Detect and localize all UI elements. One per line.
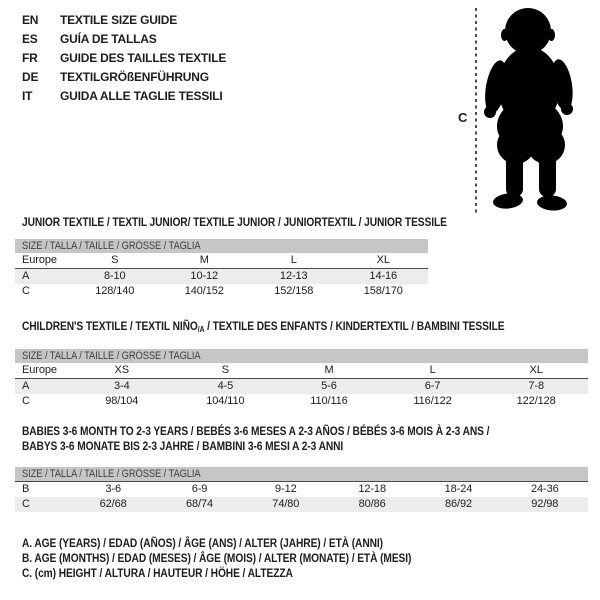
language-row bbox=[22, 30, 226, 49]
row-label: C bbox=[22, 285, 30, 297]
table-cell: 9-12 bbox=[275, 483, 297, 495]
table-cell: 152/158 bbox=[274, 285, 314, 297]
row-label: Europe bbox=[22, 364, 57, 376]
table-cell: 122/128 bbox=[516, 395, 556, 407]
section-title-line: BABIES 3-6 MONTH TO 2-3 YEARS / BEBÉS 3-6 MESES A 2-3 AÑOS / BÉBÉS 3-6 MOIS À 2-3 ANS / bbox=[22, 424, 490, 438]
section-babies bbox=[15, 424, 588, 512]
table-cell: M bbox=[324, 364, 334, 376]
table-cell: 80/86 bbox=[358, 498, 386, 510]
table-cell: 140/152 bbox=[184, 285, 224, 297]
table-cell: L bbox=[429, 364, 436, 376]
table-cell: 98/104 bbox=[105, 395, 139, 407]
table-cell: 158/170 bbox=[363, 285, 403, 297]
size-header-band: SIZE / TALLA / TAILLE / GRÖSSE / TAGLIA bbox=[15, 349, 588, 363]
baby-figure-svg bbox=[440, 0, 600, 220]
size-table bbox=[15, 467, 588, 512]
table-cell: 3-6 bbox=[105, 483, 121, 495]
size-table bbox=[15, 239, 428, 299]
table-cell: 8-10 bbox=[103, 270, 126, 282]
table-cell: 92/98 bbox=[531, 498, 559, 510]
table-cell: XL bbox=[376, 254, 390, 266]
language-code: IT bbox=[22, 89, 33, 103]
language-title: GUIDE DES TAILLES TEXTILE bbox=[60, 51, 227, 65]
table-row bbox=[15, 482, 588, 497]
language-code: FR bbox=[22, 51, 38, 65]
language-code: EN bbox=[22, 13, 39, 27]
row-label: B bbox=[22, 483, 30, 495]
table-row bbox=[15, 269, 428, 284]
table-cell: 110/116 bbox=[310, 395, 348, 407]
table-cell: 14-16 bbox=[369, 270, 398, 282]
table-row bbox=[15, 284, 428, 299]
language-row bbox=[22, 68, 226, 87]
table-cell: 68/74 bbox=[185, 498, 213, 510]
table-cell: 104/110 bbox=[206, 395, 245, 407]
table-cell: 10-12 bbox=[190, 270, 219, 282]
table-cell: 6-9 bbox=[191, 483, 208, 495]
table-cell: 116/122 bbox=[413, 395, 452, 407]
table-cell: 12-18 bbox=[358, 483, 386, 495]
language-row bbox=[22, 87, 226, 106]
table-cell: 24-36 bbox=[530, 483, 559, 495]
language-code: DE bbox=[22, 70, 39, 84]
table-cell: 62/68 bbox=[99, 498, 127, 510]
size-header-band: SIZE / TALLA / TAILLE / GRÖSSE / TAGLIA bbox=[15, 467, 588, 482]
size-header-band: SIZE / TALLA / TAILLE / GRÖSSE / TAGLIA bbox=[15, 239, 428, 253]
section-title bbox=[22, 424, 588, 454]
row-label: A bbox=[22, 380, 30, 392]
section-children bbox=[15, 319, 588, 409]
language-code: ES bbox=[22, 32, 38, 46]
section-title bbox=[22, 319, 588, 334]
table-cell: L bbox=[290, 254, 297, 266]
table-cell: 128/140 bbox=[95, 285, 135, 297]
table-cell: 4-5 bbox=[217, 380, 234, 392]
table-cell: XL bbox=[529, 364, 543, 376]
baby-height-figure bbox=[440, 0, 600, 220]
table-cell: XS bbox=[114, 364, 130, 376]
section-junior bbox=[15, 215, 588, 299]
section-title-line: BABYS 3-6 MONATE BIS 2-3 JAHRE / BAMBINI 3-6 MESI A 2-3 ANNI bbox=[22, 439, 344, 453]
table-cell: 74/80 bbox=[272, 498, 300, 510]
language-title: TEXTILGRÖßENFÜHRUNG bbox=[60, 70, 209, 84]
table-row bbox=[15, 379, 588, 394]
language-title: TEXTILE SIZE GUIDE bbox=[60, 13, 178, 27]
height-measure-label: C bbox=[458, 110, 468, 125]
table-cell: S bbox=[111, 254, 119, 266]
legend-line: B. AGE (MONTHS) / EDAD (MESES) / ÂGE (MOIS) / ALTER (MONATE) / ETÀ (MESI) bbox=[22, 551, 412, 565]
section-title bbox=[22, 215, 588, 230]
table-cell: 3-4 bbox=[113, 380, 130, 392]
section-title-line: JUNIOR TEXTILE / TEXTIL JUNIOR/ TEXTILE JUNIOR / JUNIORTEXTIL / JUNIOR TESSILE bbox=[22, 215, 447, 229]
legend bbox=[22, 536, 480, 581]
table-cell: 7-8 bbox=[528, 380, 544, 392]
language-title: GUÍA DE TALLAS bbox=[60, 32, 157, 46]
language-row bbox=[22, 49, 226, 68]
language-title-list bbox=[22, 11, 226, 106]
row-label: C bbox=[22, 498, 30, 510]
table-row bbox=[15, 394, 588, 409]
language-title: GUIDA ALLE TAGLIE TESSILI bbox=[60, 89, 223, 103]
table-row bbox=[15, 363, 588, 379]
table-cell: 86/92 bbox=[444, 498, 472, 510]
table-cell: 6-7 bbox=[424, 380, 441, 392]
language-row bbox=[22, 11, 226, 30]
size-table bbox=[15, 349, 588, 409]
legend-line: C. (cm) HEIGHT / ALTURA / HAUTEUR / HÖHE / ALTEZZA bbox=[22, 566, 293, 580]
table-cell: M bbox=[199, 254, 209, 266]
row-label: C bbox=[22, 395, 30, 407]
table-cell: 12-13 bbox=[279, 270, 308, 282]
baby-silhouette bbox=[481, 8, 575, 212]
section-title-line: CHILDREN'S TEXTILE / TEXTIL $NIÑO_{/A}$ / TEXTILE DES ENFANTS / KINDERTEXTIL / BAMBINI TESSILE bbox=[22, 319, 505, 334]
table-row bbox=[15, 497, 588, 512]
table-cell: S bbox=[221, 364, 230, 376]
table-cell: 5-6 bbox=[321, 380, 337, 392]
row-label: Europe bbox=[22, 254, 57, 266]
row-label: A bbox=[22, 270, 30, 282]
table-cell: 18-24 bbox=[444, 483, 473, 495]
legend-line: A. AGE (YEARS) / EDAD (AÑOS) / ÂGE (ANS) / ALTER (JAHRE) / ETÀ (ANNI) bbox=[22, 536, 383, 550]
table-row bbox=[15, 253, 428, 269]
